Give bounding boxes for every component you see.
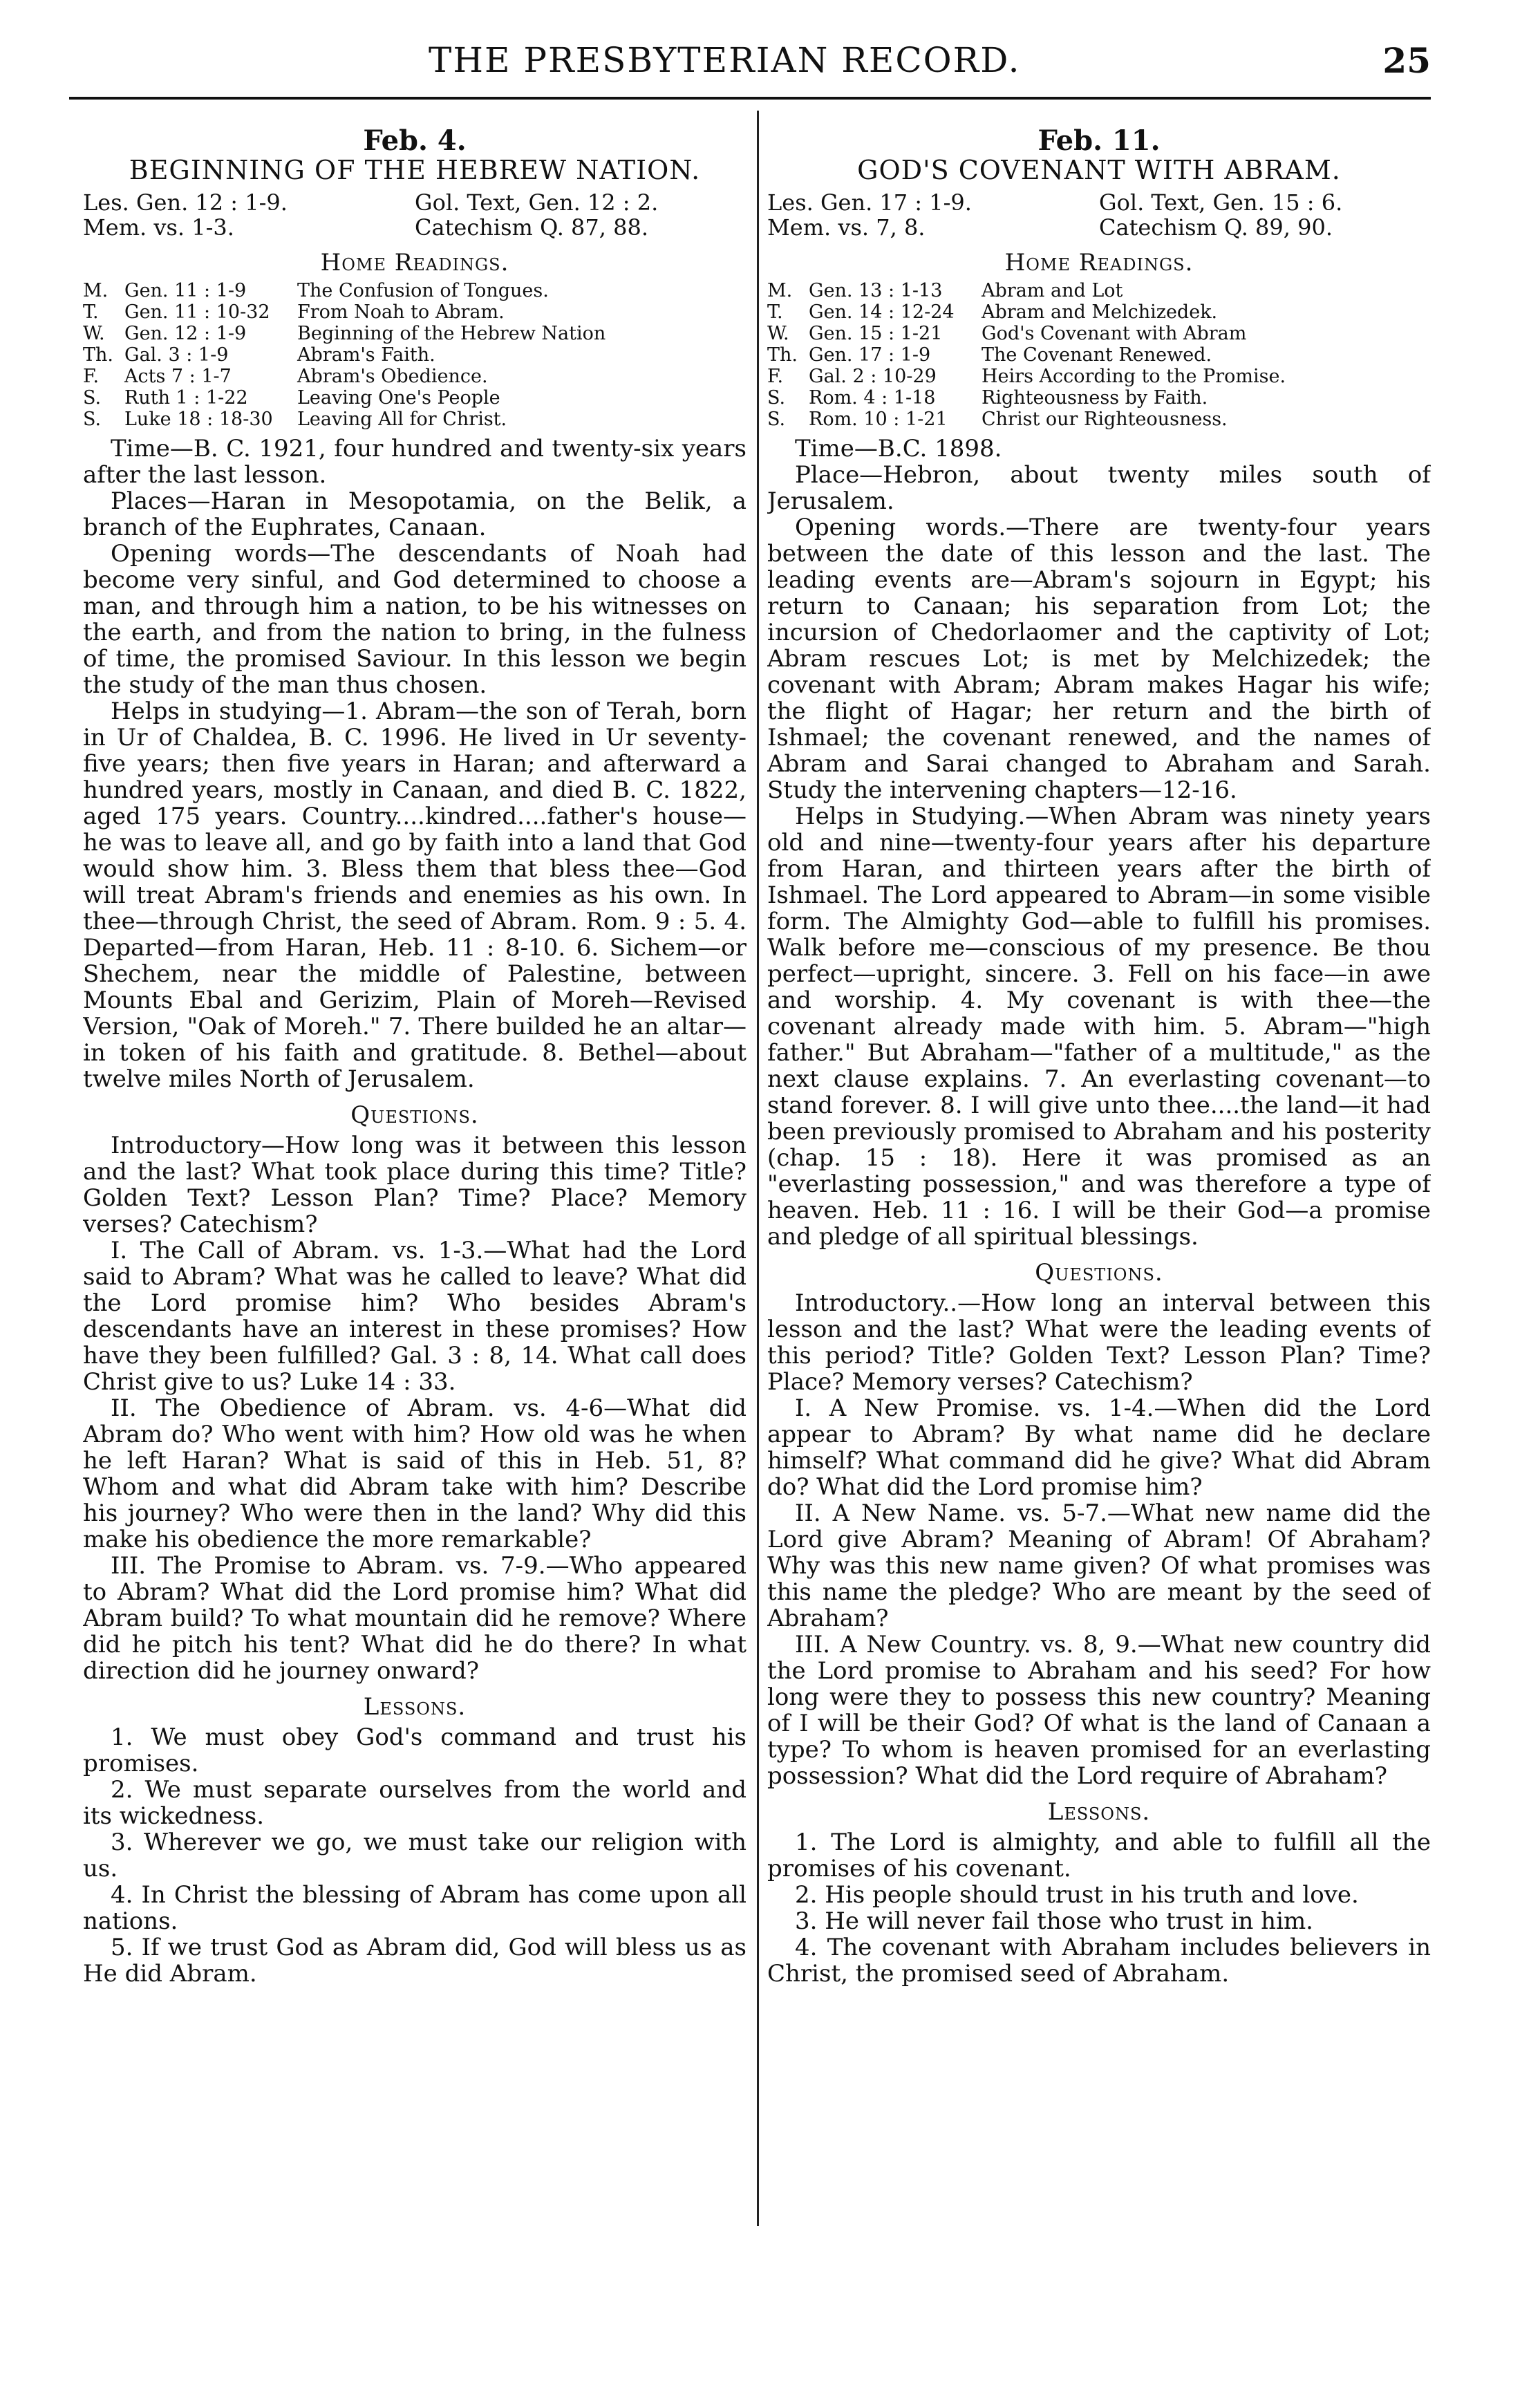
lessons-heading: Lessons.: [1047, 1798, 1151, 1826]
reading-ref: Ruth 1 : 1-22: [124, 387, 248, 409]
question-paragraph: III. The Promise to Abram. vs. 7-9.—Who appeared to Abram? What did the Lord promise him? What did Abram build? To what mountain did he remove? Where did he pitch his tent? What did he do there? In what direction did he journey onward?: [83, 1552, 746, 1685]
reading-title: Abram and Lot: [982, 280, 1123, 301]
reading-title: The Confusion of Tongues.: [297, 280, 549, 301]
lesson-meta-2: [767, 215, 1431, 240]
lesson-title: GOD'S COVENANT WITH ABRAM.: [857, 155, 1341, 185]
home-readings-heading: Home Readings.: [320, 249, 509, 277]
lesson-date: Feb. 4.: [363, 124, 467, 157]
question-paragraph: Introductory—How long was it between this lesson and the last? What took place during this time? Title? Golden Text? Lesson Plan? Time? Place? Memory verses? Catechism?: [83, 1132, 746, 1238]
questions-heading: Questions.: [350, 1101, 479, 1129]
reading-day: Th.: [767, 344, 798, 366]
page-number: 25: [1382, 40, 1431, 81]
reading-title: Leaving One's People: [297, 387, 500, 409]
reading-row: [767, 280, 1431, 301]
question-paragraph: Introductory..—How long an interval between this lesson and the last? What were the leading events of this period? Title? Golden Text? Lesson Plan? Time? Place? Memory verses? Catechism?: [767, 1289, 1431, 1396]
lesson-ref: Les. Gen. 17 : 1-9.: [767, 189, 972, 216]
reading-title: The Covenant Renewed.: [982, 344, 1212, 366]
opening-words-paragraph: Opening words.—There are twenty-four years between the date of this lesson and the last. The leading events are—Abram's sojourn in Egypt; his return to Canaan; his separation from Lot; the incursion of Chedorlaomer and the captivity of Lot; Abram rescues Lot; is met by Melchizedek; the covenant with Abram; Abram makes Hagar his wife; the flight of Hagar; her return and the birth of Ishmael; the covenant renewed, and the names of Abram and Sarai changed to Abraham and Sarah. Study the intervening chapters—12-16.: [767, 514, 1431, 804]
column-divider: [757, 111, 759, 2226]
reading-row: [767, 344, 1431, 366]
reading-day: S.: [767, 409, 786, 430]
lesson-item: 4. In Christ the blessing of Abram has come upon all nations.: [83, 1881, 746, 1935]
place-paragraph: Place—Hebron, about twenty miles south of Jerusalem.: [767, 461, 1431, 515]
reading-title: Leaving All for Christ.: [297, 409, 507, 430]
lesson-meta: [767, 190, 1431, 215]
lesson-item: 1. We must obey God's command and trust his promises.: [83, 1723, 746, 1777]
reading-title: Abram's Faith.: [297, 344, 435, 366]
reading-day: S.: [767, 387, 786, 409]
reading-row: [767, 301, 1431, 323]
lesson-ref: Les. Gen. 12 : 1-9.: [83, 189, 288, 216]
question-paragraph: I. The Call of Abram. vs. 1-3.—What had the Lord said to Abram? What was he called to leave? What did the Lord promise him? Who besides Abram's descendants have an interest in these promises? How have they been fulfilled? Gal. 3 : 8, 14. What call does Christ give to us? Luke 14 : 33.: [83, 1237, 746, 1396]
lessons-list: [83, 1724, 746, 1987]
reading-title: Abram's Obedience.: [297, 366, 488, 387]
reading-ref: Gal. 3 : 1-9: [124, 344, 229, 366]
catechism-ref: Catechism Q. 89, 90.: [1099, 214, 1333, 241]
lesson-date: Feb. 11.: [1037, 124, 1161, 157]
reading-row: [83, 301, 746, 323]
reading-row: [767, 409, 1431, 430]
time-paragraph: Time—B. C. 1921, four hundred and twenty-six years after the last lesson.: [83, 435, 746, 489]
lessons-list: [767, 1829, 1431, 1987]
page-header: [69, 35, 1431, 90]
lesson-item: 2. His people should trust in his truth and love.: [795, 1881, 1359, 1909]
reading-title: God's Covenant with Abram: [982, 323, 1247, 344]
golden-text-ref: Gol. Text, Gen. 12 : 2.: [415, 189, 659, 216]
lesson-title: BEGINNING OF THE HEBREW NATION.: [129, 155, 701, 185]
lesson-item: 5. If we trust God as Abram did, God will bless us as He did Abram.: [83, 1934, 746, 1988]
reading-ref: Gal. 2 : 10-29: [809, 366, 937, 387]
golden-text-ref: Gol. Text, Gen. 15 : 6.: [1099, 189, 1343, 216]
reading-ref: Gen. 11 : 1-9: [124, 280, 247, 301]
reading-row: [83, 366, 746, 387]
reading-day: W.: [83, 323, 105, 344]
questions-heading: Questions.: [1035, 1259, 1163, 1287]
reading-day: F.: [83, 366, 100, 387]
lessons-heading: Lessons.: [363, 1693, 467, 1721]
reading-day: S.: [83, 387, 102, 409]
home-readings-heading: Home Readings.: [1004, 249, 1194, 277]
reading-ref: Gen. 17 : 1-9: [809, 344, 931, 366]
reading-ref: Gen. 11 : 10-32: [124, 301, 270, 323]
reading-row: [767, 366, 1431, 387]
reading-title: From Noah to Abram.: [297, 301, 505, 323]
running-title: THE PRESBYTERIAN RECORD.: [429, 40, 1021, 80]
reading-title: Heirs According to the Promise.: [982, 366, 1286, 387]
lesson-item: 3. Wherever we go, we must take our religion with us.: [83, 1829, 746, 1882]
reading-ref: Gen. 12 : 1-9: [124, 323, 247, 344]
reading-day: S.: [83, 409, 102, 430]
reading-row: [83, 280, 746, 301]
opening-words-paragraph: Opening words—The descendants of Noah had become very sinful, and God determined to choose a man, and through him a nation, to be his witnesses on the earth, and from the nation to bring, in the fulness of time, the promised Saviour. In this lesson we begin the study of the man thus chosen.: [83, 540, 746, 699]
time-paragraph: Time—B.C. 1898.: [795, 435, 1002, 462]
reading-title: Beginning of the Hebrew Nation: [297, 323, 606, 344]
lesson-meta-2: [83, 215, 746, 240]
reading-row: [767, 387, 1431, 409]
reading-day: Th.: [83, 344, 113, 366]
reading-row: [83, 323, 746, 344]
reading-ref: Rom. 4 : 1-18: [809, 387, 936, 409]
reading-title: Righteousness by Faith.: [982, 387, 1208, 409]
reading-day: W.: [767, 323, 789, 344]
right-column: [767, 121, 1431, 2223]
reading-title: Abram and Melchizedek.: [982, 301, 1218, 323]
reading-row: [83, 344, 746, 366]
question-paragraph: I. A New Promise. vs. 1-4.—When did the Lord appear to Abram? By what name did he declare himself? What command did he give? What did Abram do? What did the Lord promise him?: [767, 1394, 1431, 1501]
home-readings-list: [83, 280, 746, 430]
lesson-item: 1. The Lord is almighty, and able to fulfill all the promises of his covenant.: [767, 1829, 1431, 1882]
home-readings-list: [767, 280, 1431, 430]
reading-row: [83, 409, 746, 430]
lesson-item: 3. He will never fail those who trust in him.: [795, 1907, 1313, 1935]
reading-ref: Acts 7 : 1-7: [124, 366, 232, 387]
left-column: [83, 121, 746, 2223]
lesson-item: 2. We must separate ourselves from the world and its wickedness.: [83, 1776, 746, 1830]
reading-ref: Gen. 14 : 12-24: [809, 301, 955, 323]
reading-day: M.: [767, 280, 793, 301]
reading-title: Christ our Righteousness.: [982, 409, 1228, 430]
question-paragraph: II. The Obedience of Abram. vs. 4-6—What did Abram do? Who went with him? How old was he when he left Haran? What is said of this in Heb. 51, 8? Whom and what did Abram take with him? Describe his journey? Who were then in the land? Why did this make his obedience the more remarkable?: [83, 1394, 746, 1553]
catechism-ref: Catechism Q. 87, 88.: [415, 214, 648, 241]
helps-paragraph: Helps in studying—1. Abram—the son of Terah, born in Ur of Chaldea, B. C. 1996. He lived in Ur seventy-five years; then five years in Haran; and afterward a hundred years, mostly in Canaan, and died B. C. 1822, aged 175 years. Country....kindred....father's house—he was to leave all, and go by faith into a land that God would show him. 3. Bless them that bless thee—God will treat Abram's friends and enemies as his own. In thee—through Christ, the seed of Abram. Rom. 9 : 5. 4. Departed—from Haran, Heb. 11 : 8-10. 6. Sichem—or Shechem, near the middle of Palestine, between Mounts Ebal and Gerizim, Plain of Moreh—Revised Version, "Oak of Moreh." 7. There builded he an altar—in token of his faith and gratitude. 8. Bethel—about twelve miles North of Jerusalem.: [83, 698, 746, 1093]
lesson-item: 4. The covenant with Abraham includes believers in Christ, the promised seed of Abraham.: [767, 1934, 1431, 1988]
reading-row: [767, 323, 1431, 344]
reading-day: M.: [83, 280, 109, 301]
header-rule: [69, 97, 1431, 100]
reading-ref: Gen. 15 : 1-21: [809, 323, 943, 344]
question-paragraph: III. A New Country. vs. 8, 9.—What new country did the Lord promise to Abraham and his seed? For how long were they to possess this new country? Meaning of I will be their God? Of what is the land of Canaan a type? To whom is heaven promised for an everlasting possession? What did the Lord require of Abraham?: [767, 1631, 1431, 1790]
lesson-meta: [83, 190, 746, 215]
reading-ref: Rom. 10 : 1-21: [809, 409, 948, 430]
reading-day: T.: [767, 301, 783, 323]
reading-day: T.: [83, 301, 99, 323]
reading-day: F.: [767, 366, 784, 387]
memory-verses: Mem. vs. 1-3.: [83, 214, 234, 241]
question-paragraph: II. A New Name. vs. 5-7.—What new name did the Lord give Abram? Meaning of Abram! Of Abraham? Why was this new name given? Of what promises was this name the pledge? Who are meant by the seed of Abraham?: [767, 1499, 1431, 1632]
helps-paragraph: Helps in Studying.—When Abram was ninety years old and nine—twenty-four years after his departure from Haran, and thirteen years after the birth of Ishmael. The Lord appeared to Abram—in some visible form. The Almighty God—able to fulfill his promises. Walk before me—conscious of my presence. Be thou perfect—upright, sincere. 3. Fell on his face—in awe and worship. 4. My covenant is with thee—the covenant already made with him. 5. Abram—"high father." But Abraham—"father of a multitude," as the next clause explains. 7. An everlasting covenant—to stand forever. 8. I will give unto thee....the land—it had been previously promised to Abraham and his posterity (chap. 15 : 18). Here it was promised as an "everlasting possession," and was therefore a type of heaven. Heb. 11 : 16. I will be their God—a promise and pledge of all spiritual blessings.: [767, 803, 1431, 1251]
places-paragraph: Places—Haran in Mesopotamia, on the Belik, a branch of the Euphrates, Canaan.: [83, 487, 746, 541]
reading-ref: Gen. 13 : 1-13: [809, 280, 943, 301]
reading-ref: Luke 18 : 18-30: [124, 409, 273, 430]
reading-row: [83, 387, 746, 409]
memory-verses: Mem. vs. 7, 8.: [767, 214, 926, 241]
